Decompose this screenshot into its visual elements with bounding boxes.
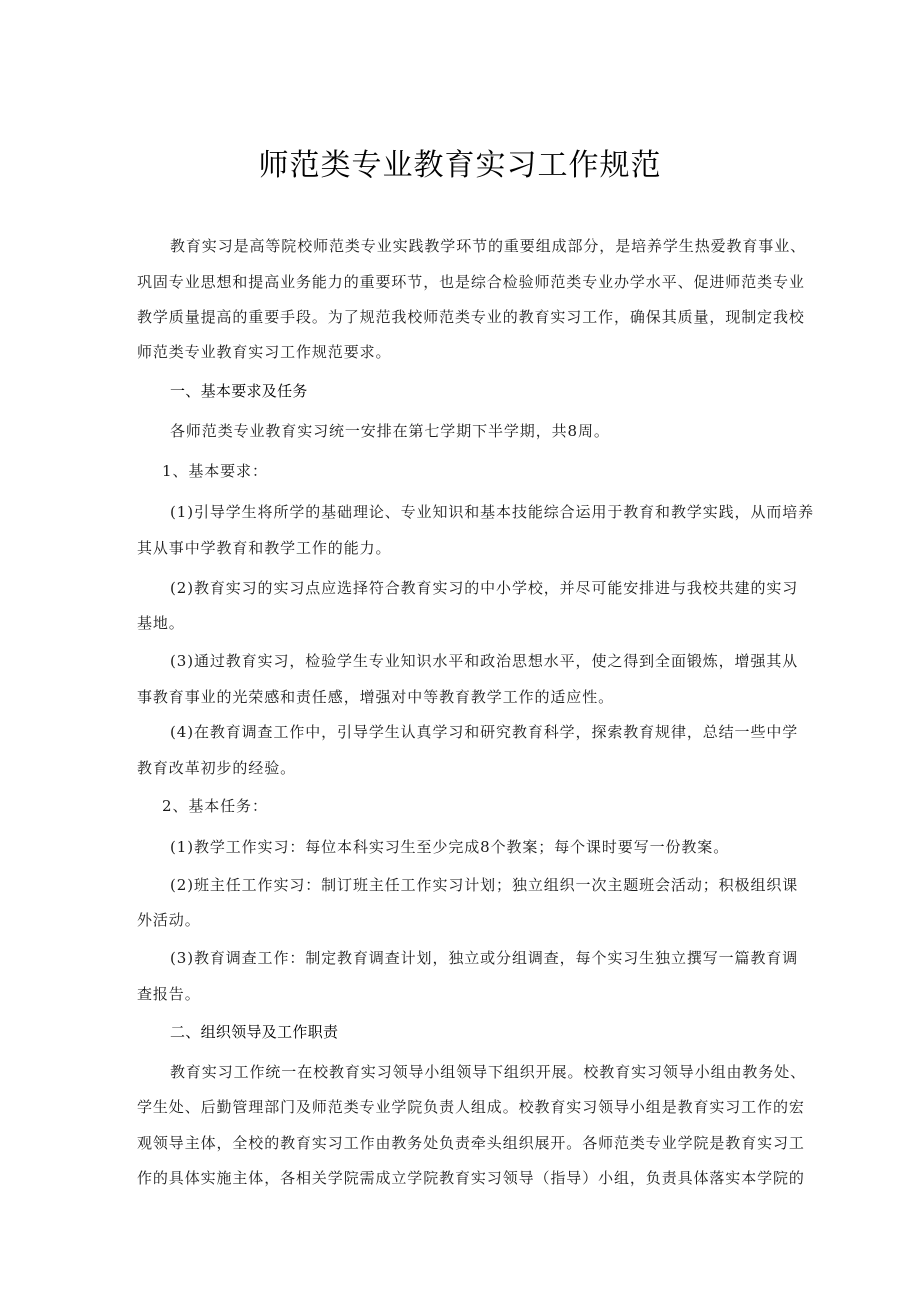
requirements-label: 1、基本要求：: [162, 462, 268, 480]
task-2-line-2: 外活动。: [137, 911, 201, 929]
requirement-1-line-2: 其从事中学教育和教学工作的能力。: [137, 539, 392, 557]
section-1-heading: 一、基本要求及任务: [170, 382, 308, 400]
task-2-line-1: (2)班主任工作实习：制订班主任工作实习计划；独立组织一次主题班会活动；积极组织课: [170, 876, 799, 894]
section-2-line-1: 教育实习工作统一在校教育实习领导小组领导下组织开展。校教育实习领导小组由教务处、: [170, 1063, 807, 1081]
section-2-line-4: 作的具体实施主体，各相关学院需成立学院教育实习领导（指导）小组，负责具体落实本学院的: [137, 1169, 805, 1187]
requirement-4-line-1: (4)在教育调查工作中，引导学生认真学习和研究教育科学，探索教育规律，总结一些中学: [170, 723, 799, 741]
intro-line-3: 教学质量提高的重要手段。为了规范我校师范类专业的教育实习工作，确保其质量，现制定我校: [137, 308, 805, 326]
document-title: 师范类专业教育实习工作规范: [258, 148, 662, 183]
intro-line-4: 师范类专业教育实习工作规范要求。: [137, 343, 392, 361]
task-1-line-1: (1)教学工作实习：每位本科实习生至少完成8个教案；每个课时要写一份教案。: [170, 838, 730, 856]
task-3-line-1: (3)教育调查工作：制定教育调查计划，独立或分组调查，每个实习生独立撰写一篇教育调: [170, 949, 799, 967]
schedule-text: 各师范类专业教育实习统一安排在第七学期下半学期，共8周。: [170, 422, 610, 440]
task-3-line-2: 查报告。: [137, 985, 201, 1003]
intro-line-1: 教育实习是高等院校师范类专业实践教学环节的重要组成部分，是培养学生热爱教育事业、: [170, 237, 807, 255]
section-2-line-2: 学生处、后勤管理部门及师范类专业学院负责人组成。校教育实习领导小组是教育实习工作的宏: [137, 1098, 805, 1116]
requirement-1-line-1: (1)引导学生将所学的基础理论、专业知识和基本技能综合运用于教育和教学实践，从而培养: [170, 503, 815, 521]
requirement-3-line-2: 事教育事业的光荣感和责任感，增强对中等教育教学工作的适应性。: [137, 688, 615, 706]
intro-line-2: 巩固专业思想和提高业务能力的重要环节，也是综合检验师范类专业办学水平、促进师范类专业: [137, 273, 805, 291]
tasks-label: 2、基本任务：: [162, 797, 268, 815]
requirement-3-line-1: (3)通过教育实习，检验学生专业知识水平和政治思想水平，使之得到全面锻炼，增强其从: [170, 652, 799, 670]
requirement-2-line-1: (2)教育实习的实习点应选择符合教育实习的中小学校，并尽可能安排进与我校共建的实习: [170, 579, 799, 597]
requirement-4-line-2: 教育改革初步的经验。: [137, 759, 297, 777]
requirement-2-line-2: 基地。: [137, 614, 185, 632]
section-2-line-3: 观领导主体，全校的教育实习工作由教务处负责牵头组织展开。各师范类专业学院是教育实习工: [137, 1134, 805, 1152]
section-2-heading: 二、组织领导及工作职责: [170, 1023, 339, 1041]
